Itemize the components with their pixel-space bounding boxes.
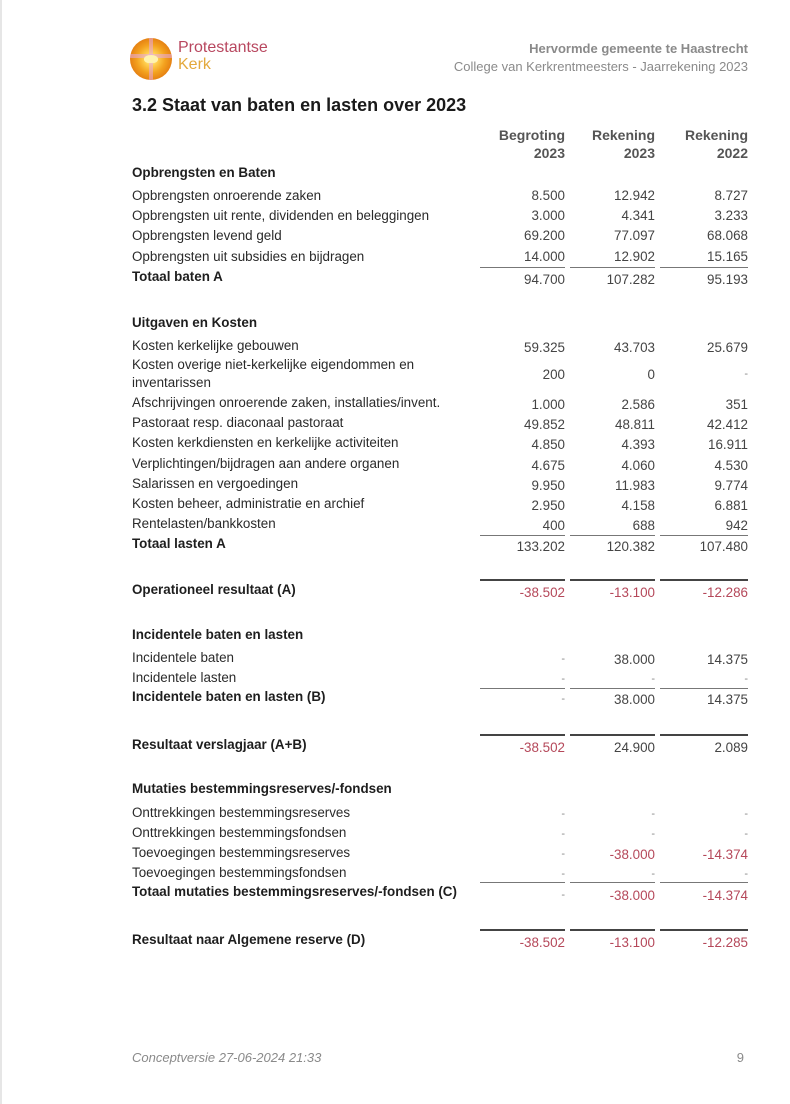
section-heading-incidenteel: Incidentele baten en lasten xyxy=(132,627,304,642)
section-heading-lasten: Uitgaven en Kosten xyxy=(132,315,258,330)
table-row: Kosten overige niet-kerkelijke eigendommen en inventarissen 200 0 - xyxy=(132,357,748,390)
subtotal-rule xyxy=(570,882,655,883)
subtotal-rule xyxy=(480,882,565,883)
column-header-begroting-2023: Begroting 2023 xyxy=(498,127,565,161)
footer-version: Conceptversie 27-06-2024 21:33 xyxy=(132,1050,322,1065)
table-row: Rentelasten/bankkosten 400 688 942 xyxy=(132,516,748,533)
table-row: Incidentele baten - 38.000 14.375 xyxy=(132,650,748,667)
table-row: Opbrengsten uit rente, dividenden en beleggingen 3.000 4.341 3.233 xyxy=(132,208,748,223)
subtotal-rule xyxy=(660,267,748,268)
table-row: Toevoegingen bestemmingsfondsen - - - xyxy=(132,865,748,880)
total-row-lasten: Totaal lasten A 133.202 120.382 107.480 xyxy=(132,536,748,554)
logo-line2: Kerk xyxy=(178,56,211,73)
table-row: Salarissen en vergoedingen 9.950 11.983 9.774 xyxy=(132,476,748,493)
table-row: Kosten beheer, administratie en archief 2.950 4.158 6.881 xyxy=(132,496,748,513)
logo-text xyxy=(178,39,268,73)
resultaat-verslagjaar-row: Resultaat verslagjaar (A+B) -38.502 24.900 2.089 xyxy=(132,737,748,755)
subtotal-rule xyxy=(480,267,565,268)
total-row-incidenteel: Incidentele baten en lasten (B) - 38.000 14.375 xyxy=(132,689,748,707)
result-rule xyxy=(480,579,565,581)
table-row: Opbrengsten uit subsidies en bijdragen 14.000 12.902 15.165 xyxy=(132,249,748,264)
table-row: Pastoraat resp. diaconaal pastoraat 49.852 48.811 42.412 xyxy=(132,415,748,432)
result-rule xyxy=(570,929,655,931)
table-row: Toevoegingen bestemmingsreserves - -38.000 -14.374 xyxy=(132,845,748,862)
subtotal-rule xyxy=(570,267,655,268)
resultaat-algemene-reserve-row: Resultaat naar Algemene reserve (D) -38.502 -13.100 -12.285 xyxy=(132,932,748,950)
document-header xyxy=(454,40,748,76)
logo-line1: Protestantse xyxy=(178,39,268,56)
table-row: Onttrekkingen bestemmingsreserves - - - xyxy=(132,805,748,820)
table-row: Kosten kerkdiensten en kerkelijke activiteiten 4.850 4.393 16.911 xyxy=(132,435,748,452)
result-rule xyxy=(570,734,655,736)
column-header-rekening-2022: Rekening 2022 xyxy=(684,127,748,161)
result-rule xyxy=(570,579,655,581)
page-title: 3.2 Staat van baten en lasten over 2023 xyxy=(132,95,467,115)
total-row-baten: Totaal baten A 94.700 107.282 95.193 xyxy=(132,269,748,287)
result-rule xyxy=(660,734,748,736)
table-row: Onttrekkingen bestemmingsfondsen - - - xyxy=(132,825,748,840)
table-row: Kosten kerkelijke gebouwen 59.325 43.703 25.679 xyxy=(132,338,748,355)
subtotal-rule xyxy=(660,882,748,883)
organization-name: Hervormde gemeente te Haastrecht xyxy=(529,41,748,56)
table-row: Opbrengsten levend geld 69.200 77.097 68.068 xyxy=(132,228,748,243)
result-rule xyxy=(480,734,565,736)
total-row-mutaties: Totaal mutaties bestemmingsreserves/-fondsen (C) - -38.000 -14.374 xyxy=(132,884,748,903)
operationeel-resultaat-row: Operationeel resultaat (A) -38.502 -13.100 -12.286 xyxy=(132,582,748,600)
section-heading-baten: Opbrengsten en Baten xyxy=(132,165,276,180)
table-row: Opbrengsten onroerende zaken 8.500 12.942 8.727 xyxy=(132,188,748,203)
table-row: Verplichtingen/bijdragen aan andere organen 4.675 4.060 4.530 xyxy=(132,456,748,473)
table-row: Incidentele lasten - - - xyxy=(132,670,748,685)
page-edge xyxy=(0,0,2,1104)
column-header-rekening-2023: Rekening 2023 xyxy=(591,127,655,161)
page-number: 9 xyxy=(736,1050,744,1065)
result-rule xyxy=(480,929,565,931)
section-heading-mutaties: Mutaties bestemmingsreserves/-fondsen xyxy=(132,781,392,796)
result-rule xyxy=(660,579,748,581)
result-rule xyxy=(660,929,748,931)
protestantse-kerk-logo-icon xyxy=(130,38,172,80)
table-row: Afschrijvingen onroerende zaken, installaties/invent. 1.000 2.586 351 xyxy=(132,395,748,412)
document-subtitle: College van Kerkrentmeesters - Jaarrekening 2023 xyxy=(453,59,748,74)
